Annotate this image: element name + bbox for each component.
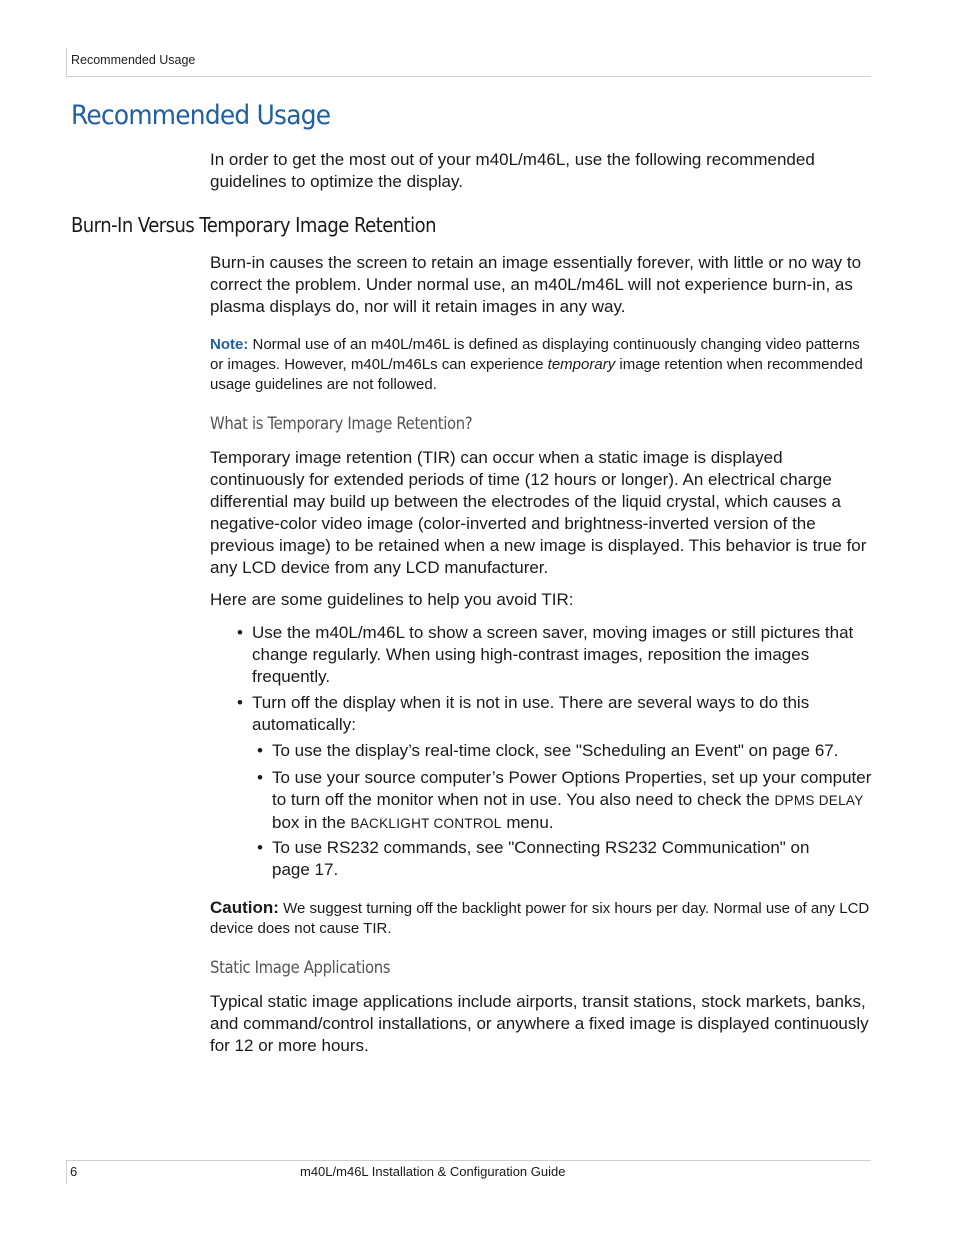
list-item-text: Turn off the display when it is not in use. There are several ways to do this automatically: [252,693,810,734]
setting-name-dpms-delay: DPMS DELAY [774,793,864,808]
page-number: 6 [70,1164,78,1179]
bullet-icon: • [257,838,263,857]
intro-paragraph: In order to get the most out of your m40L/m46L, use the following recommended guidelines to optimize the display. [210,150,815,191]
list-item-text: Use the m40L/m46L to show a screen saver, moving images or still pictures that change regularly. When using high-contrast images, reposition the images frequently. [252,623,854,686]
sub-list-item [257,837,832,881]
caution-label: Caution: [210,898,279,917]
note-text-after: image retention when recommended usage guidelines are not followed. [210,356,863,393]
running-header-title: Recommended Usage [71,53,196,67]
sub-list-item-text: menu. [501,813,554,832]
subheading-static-image: Static Image Applications [210,958,391,977]
section-heading-burn-in: Burn-In Versus Temporary Image Retention [71,213,436,237]
sub-list-item-text: To use your source computer’s Power Options Properties, set up your computer to turn off the monitor when not in use. You also need to check the [272,768,872,809]
tir-paragraph: Temporary image retention (TIR) can occur when a static image is displayed continuously for extended periods of time (12 hours or longer). An electrical charge differential may build up between the electrodes of the liquid crystal, which causes a negative-color video image (color-inverted and brightness-inverted version of the previous image) to be retained when a new image is displayed. This behavior is true for any LCD device from any LCD manufacturer. [210,448,867,577]
sub-list-item [257,767,872,835]
bullet-icon: • [257,741,263,760]
page-title: Recommended Usage [71,100,331,131]
static-image-paragraph: Typical static image applications include airports, transit stations, stock markets, banks, and command/control installations, or anywhere a fixed image is displayed continuously for 12 or more hours. [210,992,869,1055]
burn-in-paragraph: Burn-in causes the screen to retain an image essentially forever, with little or no way to correct the problem. Under normal use, an m40L/m46L will not experience burn-in, as plasma displays do, nor will it retain images in any way. [210,253,862,316]
subheading-tir: What is Temporary Image Retention? [210,414,473,433]
sub-list-item-text: box in the [272,813,351,832]
list-item [237,692,852,736]
menu-name-backlight-control: BACKLIGHT CONTROL [350,816,502,831]
caution-callout [210,898,870,939]
sub-list-item [257,740,872,762]
sub-list-item-text: To use RS232 commands, see "Connecting RS232 Communication" on page 17. [272,838,810,879]
document-title: m40L/m46L Installation & Configuration Guide [300,1164,566,1179]
note-label: Note: [210,336,249,353]
sub-list-item-text: To use the display’s real-time clock, see "Scheduling an Event" on page 67. [272,741,839,760]
page-footer [66,1160,871,1184]
bullet-icon: • [237,623,243,642]
running-header [66,48,871,77]
note-emphasis: temporary [547,356,616,373]
guidelines-intro: Here are some guidelines to help you avoid TIR: [210,590,574,609]
list-item [237,622,872,688]
bullet-icon: • [257,768,263,787]
note-text-before: Normal use of an m40L/m46L is defined as displaying continuously changing video patterns or images. However, m40L/m46Ls can experience [210,336,860,373]
note-callout [210,335,870,395]
caution-text: We suggest turning off the backlight power for six hours per day. Normal use of any LCD device does not cause TIR. [210,900,870,937]
bullet-icon: • [237,693,243,712]
